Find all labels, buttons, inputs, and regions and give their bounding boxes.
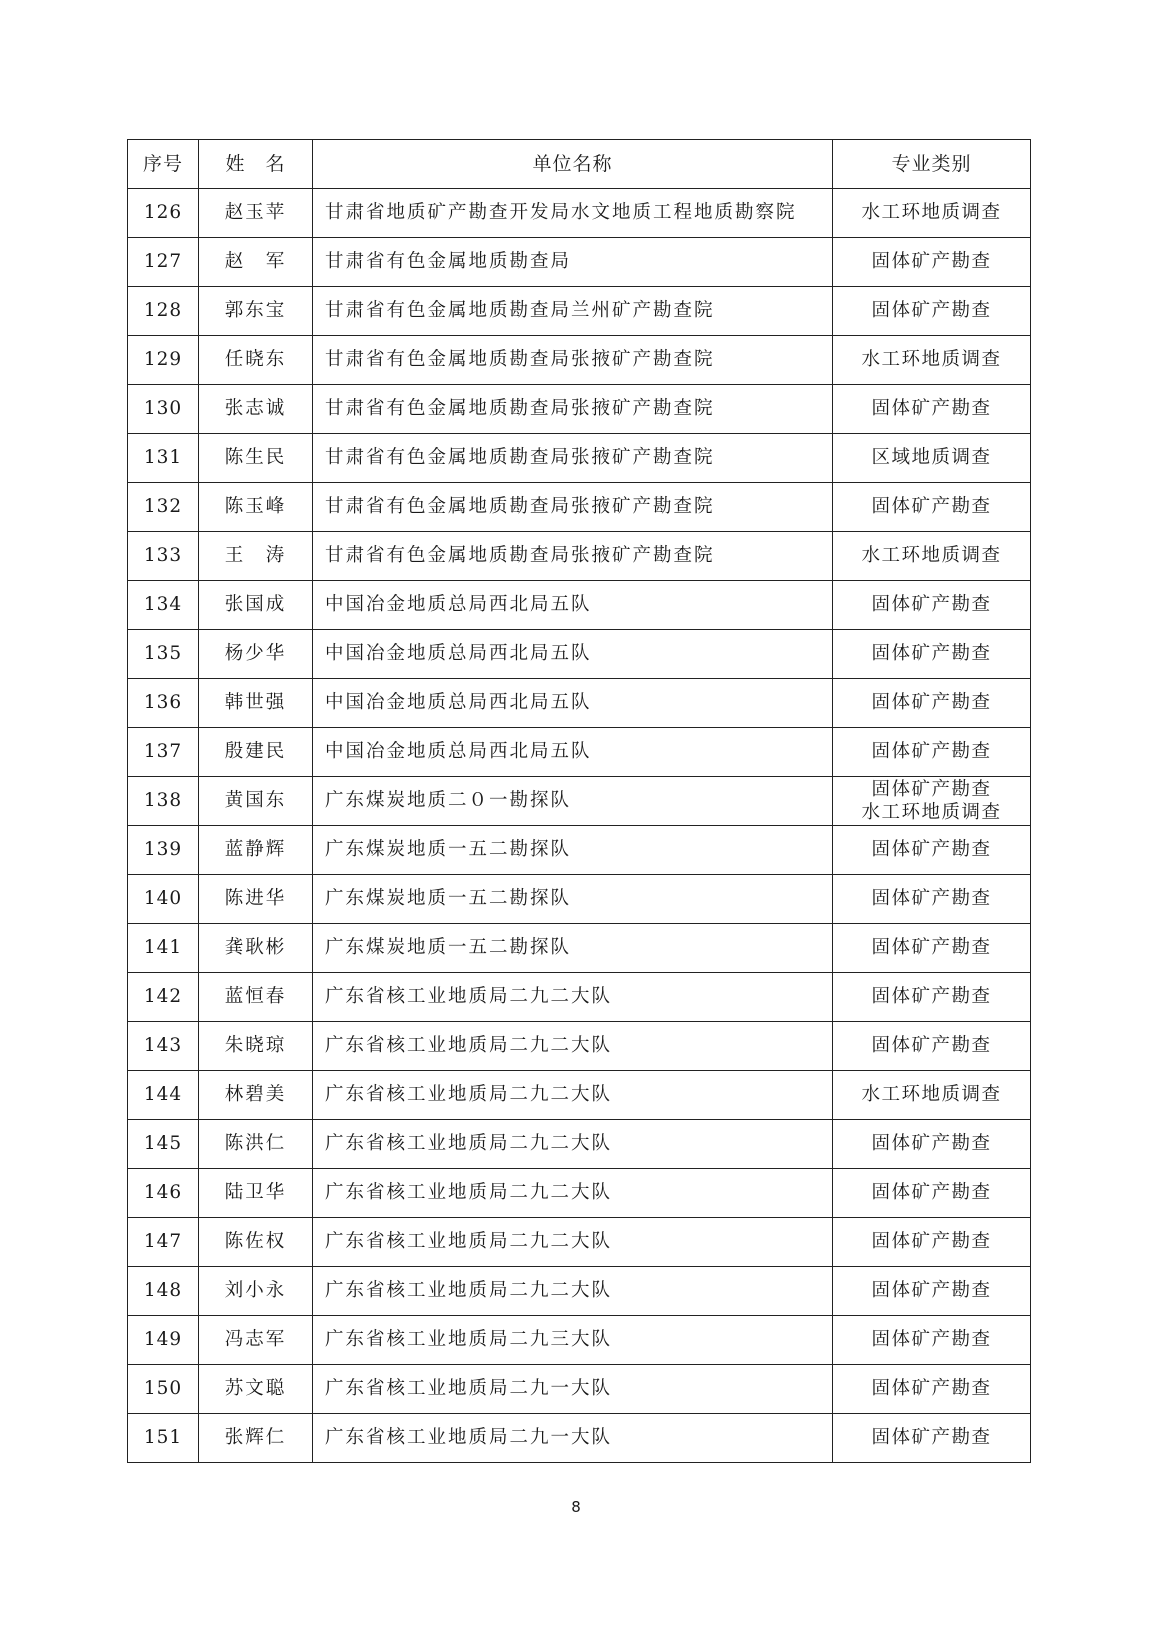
unit-name: 甘肃省有色金属地质勘查局张掖矿产勘查院 — [313, 532, 833, 581]
row-number: 147 — [128, 1218, 199, 1267]
table-row — [128, 1267, 1031, 1316]
row-number: 136 — [128, 679, 199, 728]
header-no: 序号 — [128, 140, 199, 189]
professional-category — [833, 336, 1031, 385]
professional-category — [833, 434, 1031, 483]
page-number: 8 — [571, 1498, 581, 1516]
person-name: 张国成 — [199, 581, 313, 630]
table-row — [128, 287, 1031, 336]
category-line: 固体矿产勘查 — [871, 741, 992, 762]
person-name: 陈洪仁 — [199, 1120, 313, 1169]
unit-name: 广东省核工业地质局二九一大队 — [313, 1414, 833, 1463]
professional-category — [833, 973, 1031, 1022]
category-line: 固体矿产勘查 — [871, 937, 992, 958]
professional-category — [833, 1414, 1031, 1463]
person-name: 陈生民 — [199, 434, 313, 483]
category-line: 水工环地质调查 — [861, 802, 1002, 823]
table-row — [128, 1022, 1031, 1071]
table-row — [128, 385, 1031, 434]
professional-category — [833, 1365, 1031, 1414]
table-body — [128, 189, 1031, 1463]
person-name: 张志诚 — [199, 385, 313, 434]
category-line: 固体矿产勘查 — [871, 1427, 992, 1448]
table-row — [128, 630, 1031, 679]
person-name: 任晓东 — [199, 336, 313, 385]
table-row — [128, 777, 1031, 826]
professional-category — [833, 483, 1031, 532]
professional-category — [833, 1120, 1031, 1169]
table-row — [128, 581, 1031, 630]
table-row — [128, 924, 1031, 973]
row-number: 127 — [128, 238, 199, 287]
category-line: 固体矿产勘查 — [871, 1035, 992, 1056]
row-number: 140 — [128, 875, 199, 924]
table-row — [128, 1071, 1031, 1120]
row-number: 149 — [128, 1316, 199, 1365]
person-name: 赵 军 — [199, 238, 313, 287]
category-line: 固体矿产勘查 — [871, 398, 992, 419]
header-category: 专业类别 — [833, 140, 1031, 189]
category-line: 固体矿产勘查 — [871, 1378, 992, 1399]
unit-name: 中国冶金地质总局西北局五队 — [313, 581, 833, 630]
personnel-table — [127, 139, 1031, 1463]
table-row — [128, 973, 1031, 1022]
row-number: 135 — [128, 630, 199, 679]
unit-name: 甘肃省有色金属地质勘查局兰州矿产勘查院 — [313, 287, 833, 336]
category-line: 固体矿产勘查 — [871, 888, 992, 909]
person-name: 殷建民 — [199, 728, 313, 777]
category-line: 固体矿产勘查 — [871, 986, 992, 1007]
professional-category — [833, 1169, 1031, 1218]
table-row — [128, 1169, 1031, 1218]
professional-category — [833, 581, 1031, 630]
unit-name: 甘肃省有色金属地质勘查局张掖矿产勘查院 — [313, 483, 833, 532]
table-row — [128, 434, 1031, 483]
person-name: 苏文聪 — [199, 1365, 313, 1414]
professional-category — [833, 777, 1031, 826]
unit-name: 广东煤炭地质一五二勘探队 — [313, 924, 833, 973]
person-name: 陈进华 — [199, 875, 313, 924]
table-header — [128, 140, 1031, 189]
person-name: 龚耿彬 — [199, 924, 313, 973]
professional-category — [833, 1022, 1031, 1071]
unit-name: 广东省核工业地质局二九二大队 — [313, 1071, 833, 1120]
category-line: 水工环地质调查 — [861, 202, 1002, 223]
table-row — [128, 826, 1031, 875]
row-number: 151 — [128, 1414, 199, 1463]
unit-name: 广东省核工业地质局二九二大队 — [313, 1169, 833, 1218]
unit-name: 甘肃省有色金属地质勘查局 — [313, 238, 833, 287]
unit-name: 广东煤炭地质一五二勘探队 — [313, 875, 833, 924]
header-unit: 单位名称 — [313, 140, 833, 189]
professional-category — [833, 1316, 1031, 1365]
table-row — [128, 532, 1031, 581]
row-number: 126 — [128, 189, 199, 238]
unit-name: 甘肃省有色金属地质勘查局张掖矿产勘查院 — [313, 434, 833, 483]
row-number: 145 — [128, 1120, 199, 1169]
category-line: 固体矿产勘查 — [871, 496, 992, 517]
category-line: 水工环地质调查 — [861, 349, 1002, 370]
person-name: 蓝静辉 — [199, 826, 313, 875]
row-number: 134 — [128, 581, 199, 630]
category-line: 固体矿产勘查 — [871, 839, 992, 860]
person-name: 黄国东 — [199, 777, 313, 826]
unit-name: 中国冶金地质总局西北局五队 — [313, 630, 833, 679]
person-name: 王 涛 — [199, 532, 313, 581]
row-number: 144 — [128, 1071, 199, 1120]
row-number: 129 — [128, 336, 199, 385]
category-line: 固体矿产勘查 — [871, 1182, 992, 1203]
category-line: 固体矿产勘查 — [871, 1231, 992, 1252]
person-name: 杨少华 — [199, 630, 313, 679]
row-number: 128 — [128, 287, 199, 336]
unit-name: 广东省核工业地质局二九二大队 — [313, 1120, 833, 1169]
header-row — [128, 140, 1031, 189]
person-name: 陈佐权 — [199, 1218, 313, 1267]
professional-category — [833, 1071, 1031, 1120]
unit-name: 广东煤炭地质一五二勘探队 — [313, 826, 833, 875]
category-line: 区域地质调查 — [871, 447, 992, 468]
row-number: 139 — [128, 826, 199, 875]
unit-name: 甘肃省有色金属地质勘查局张掖矿产勘查院 — [313, 336, 833, 385]
table-row — [128, 336, 1031, 385]
row-number: 141 — [128, 924, 199, 973]
table-row — [128, 238, 1031, 287]
table-row — [128, 875, 1031, 924]
person-name: 蓝恒春 — [199, 973, 313, 1022]
category-line: 固体矿产勘查 — [871, 1280, 992, 1301]
professional-category — [833, 826, 1031, 875]
row-number: 148 — [128, 1267, 199, 1316]
table-row — [128, 1120, 1031, 1169]
person-name: 张辉仁 — [199, 1414, 313, 1463]
professional-category — [833, 1267, 1031, 1316]
unit-name: 中国冶金地质总局西北局五队 — [313, 728, 833, 777]
professional-category — [833, 287, 1031, 336]
row-number: 130 — [128, 385, 199, 434]
category-line: 水工环地质调查 — [861, 1084, 1002, 1105]
row-number: 137 — [128, 728, 199, 777]
category-line: 固体矿产勘查 — [871, 251, 992, 272]
header-name: 姓 名 — [199, 140, 313, 189]
person-name: 赵玉苹 — [199, 189, 313, 238]
person-name: 郭东宝 — [199, 287, 313, 336]
person-name: 陈玉峰 — [199, 483, 313, 532]
category-line: 固体矿产勘查 — [871, 1133, 992, 1154]
person-name: 刘小永 — [199, 1267, 313, 1316]
table-row — [128, 679, 1031, 728]
unit-name: 广东省核工业地质局二九二大队 — [313, 1022, 833, 1071]
unit-name: 广东省核工业地质局二九二大队 — [313, 1267, 833, 1316]
professional-category — [833, 630, 1031, 679]
row-number: 150 — [128, 1365, 199, 1414]
table-row — [128, 1316, 1031, 1365]
unit-name: 广东省核工业地质局二九三大队 — [313, 1316, 833, 1365]
unit-name: 甘肃省有色金属地质勘查局张掖矿产勘查院 — [313, 385, 833, 434]
professional-category — [833, 679, 1031, 728]
category-line: 固体矿产勘查 — [871, 300, 992, 321]
row-number: 138 — [128, 777, 199, 826]
table-row — [128, 189, 1031, 238]
person-name: 陆卫华 — [199, 1169, 313, 1218]
table-row — [128, 1365, 1031, 1414]
professional-category — [833, 728, 1031, 777]
professional-category — [833, 532, 1031, 581]
person-name: 林碧美 — [199, 1071, 313, 1120]
professional-category — [833, 189, 1031, 238]
unit-name: 甘肃省地质矿产勘查开发局水文地质工程地质勘察院 — [313, 189, 833, 238]
row-number: 131 — [128, 434, 199, 483]
category-line: 固体矿产勘查 — [871, 643, 992, 664]
row-number: 143 — [128, 1022, 199, 1071]
professional-category — [833, 1218, 1031, 1267]
row-number: 132 — [128, 483, 199, 532]
row-number: 133 — [128, 532, 199, 581]
unit-name: 广东煤炭地质二０一勘探队 — [313, 777, 833, 826]
person-name: 朱晓琼 — [199, 1022, 313, 1071]
professional-category — [833, 238, 1031, 287]
category-line: 固体矿产勘查 — [871, 594, 992, 615]
table-row — [128, 1414, 1031, 1463]
person-name: 冯志军 — [199, 1316, 313, 1365]
unit-name: 广东省核工业地质局二九二大队 — [313, 973, 833, 1022]
table-row — [128, 728, 1031, 777]
category-line: 固体矿产勘查 — [871, 1329, 992, 1350]
unit-name: 广东省核工业地质局二九一大队 — [313, 1365, 833, 1414]
category-line: 固体矿产勘查 — [871, 779, 992, 800]
professional-category — [833, 875, 1031, 924]
table-row — [128, 483, 1031, 532]
professional-category — [833, 385, 1031, 434]
professional-category — [833, 924, 1031, 973]
unit-name: 广东省核工业地质局二九二大队 — [313, 1218, 833, 1267]
category-line: 水工环地质调查 — [861, 545, 1002, 566]
row-number: 146 — [128, 1169, 199, 1218]
unit-name: 中国冶金地质总局西北局五队 — [313, 679, 833, 728]
category-line: 固体矿产勘查 — [871, 692, 992, 713]
table-row — [128, 1218, 1031, 1267]
person-name: 韩世强 — [199, 679, 313, 728]
row-number: 142 — [128, 973, 199, 1022]
